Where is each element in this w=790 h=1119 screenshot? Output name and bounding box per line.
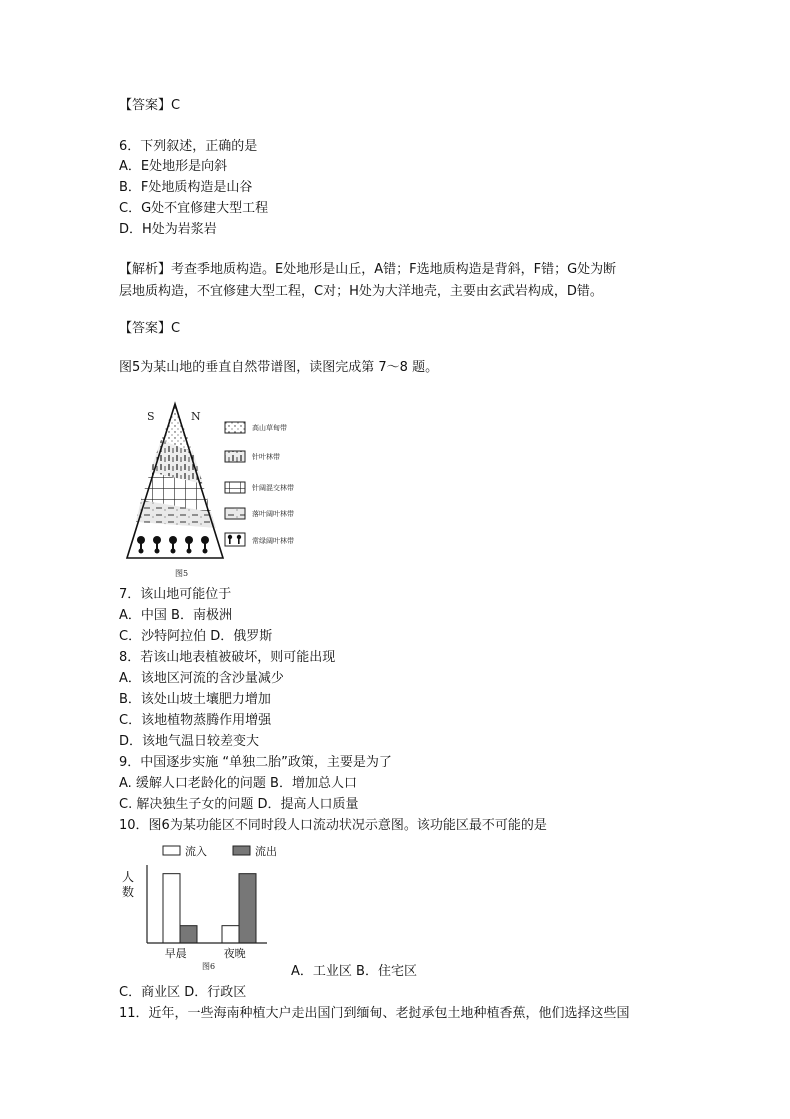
q6-option-c: C．G处不宜修建大型工程 [119, 201, 269, 216]
q6-analysis-line2: 层地质构造，不宜修建大型工程，C对；H处为大洋地壳，主要由玄武岩构成，D错。 [119, 284, 603, 299]
bar-outflow-night [239, 874, 256, 943]
legend-label-evergreen: 常绿阔叶林带 [252, 537, 294, 545]
q10-options-line2: C．商业区 D．行政区 [119, 985, 247, 1000]
fig6-tick-labels [165, 946, 246, 960]
legend-label-inflow: 流入 [185, 845, 207, 858]
legend-swatch-evergreen [225, 533, 245, 546]
q9-options-line1: A. 缓解人口老龄化的问题 B．增加总人口 [119, 776, 357, 791]
bar-inflow-morning [163, 874, 180, 943]
q8-option-c: C．该地植物蒸腾作用增强 [119, 713, 272, 728]
q10-stem: 10．图6为某功能区不同时段人口流动状况示意图。该功能区最不可能的是 [119, 818, 547, 833]
legend-swatch-mixed [225, 482, 245, 493]
q8-stem: 8．若该山地表植被破坏，则可能出现 [119, 650, 336, 665]
q5-answer: 【答案】C [119, 98, 181, 113]
bar-outflow-morning [180, 926, 197, 943]
tick-label-night: 夜晚 [223, 947, 246, 960]
fig5-caption: 图5 [175, 569, 189, 578]
legend-label-coniferous: 针叶林带 [252, 453, 280, 461]
q10-options-line1: A．工业区 B．住宅区 [291, 964, 417, 979]
q6-option-b: B．F处地质构造是山谷 [119, 180, 253, 195]
q6-analysis-line1: 【解析】考查季地质构造。E处地形是山丘，A错；F选地质构造是背斜，F错；G处为断 [119, 262, 617, 277]
fig6-bars [163, 874, 256, 943]
legend-swatch-deciduous [225, 508, 245, 519]
q7-stem: 7．该山地可能位于 [119, 587, 232, 602]
bar-inflow-night [222, 926, 239, 943]
q6-option-a: A．E处地形是向斜 [119, 159, 228, 174]
fig5-label-s: S [147, 410, 155, 423]
q6-option-d: D．H处为岩浆岩 [119, 222, 217, 237]
legend-swatch-coniferous [225, 451, 245, 462]
q7-options-line2: C．沙特阿拉伯 D．俄罗斯 [119, 629, 273, 644]
fig5-intro: 图5为某山地的垂直自然带谱图，读图完成第 7～8 题。 [119, 360, 439, 375]
tick-label-morning: 早晨 [164, 947, 187, 960]
fig5-legend [225, 422, 294, 546]
legend-label-mixed: 针阔混交林带 [252, 484, 294, 492]
q9-options-line2: C. 解决独生子女的问题 D．提高人口质量 [119, 797, 359, 812]
q9-stem: 9．中国逐步实施 “单独二胎”政策，主要是为了 [119, 755, 392, 770]
fig6-chart [119, 840, 279, 975]
q8-option-d: D．该地气温日较差变大 [119, 734, 260, 749]
fig5-label-n: N [191, 410, 201, 423]
mountain-diagram [127, 404, 223, 558]
legend-label-outflow: 流出 [255, 845, 277, 858]
fig6-ylabel: 人数 [122, 870, 135, 899]
fig6-legend [163, 844, 277, 858]
q6-answer: 【答案】C [119, 321, 181, 336]
q6-stem: 6．下列叙述，正确的是 [119, 139, 258, 154]
fig6-caption: 图6 [202, 962, 216, 971]
legend-swatch-inflow [163, 846, 180, 855]
legend-label-deciduous: 落叶阔叶林带 [252, 510, 294, 518]
q11-stem: 11．近年，一些海南种植大户走出国门到缅甸、老挝承包土地种植香蕉，他们选择这些国 [119, 1006, 630, 1021]
legend-swatch-outflow [233, 846, 250, 855]
q7-options-line1: A．中国 B．南极洲 [119, 608, 232, 623]
q8-option-b: B．该处山坡土壤肥力增加 [119, 692, 271, 707]
q8-option-a: A．该地区河流的含沙量减少 [119, 671, 284, 686]
legend-label-meadow: 高山草甸带 [252, 424, 287, 432]
legend-swatch-meadow [225, 422, 245, 433]
fig5-figure [119, 400, 319, 582]
